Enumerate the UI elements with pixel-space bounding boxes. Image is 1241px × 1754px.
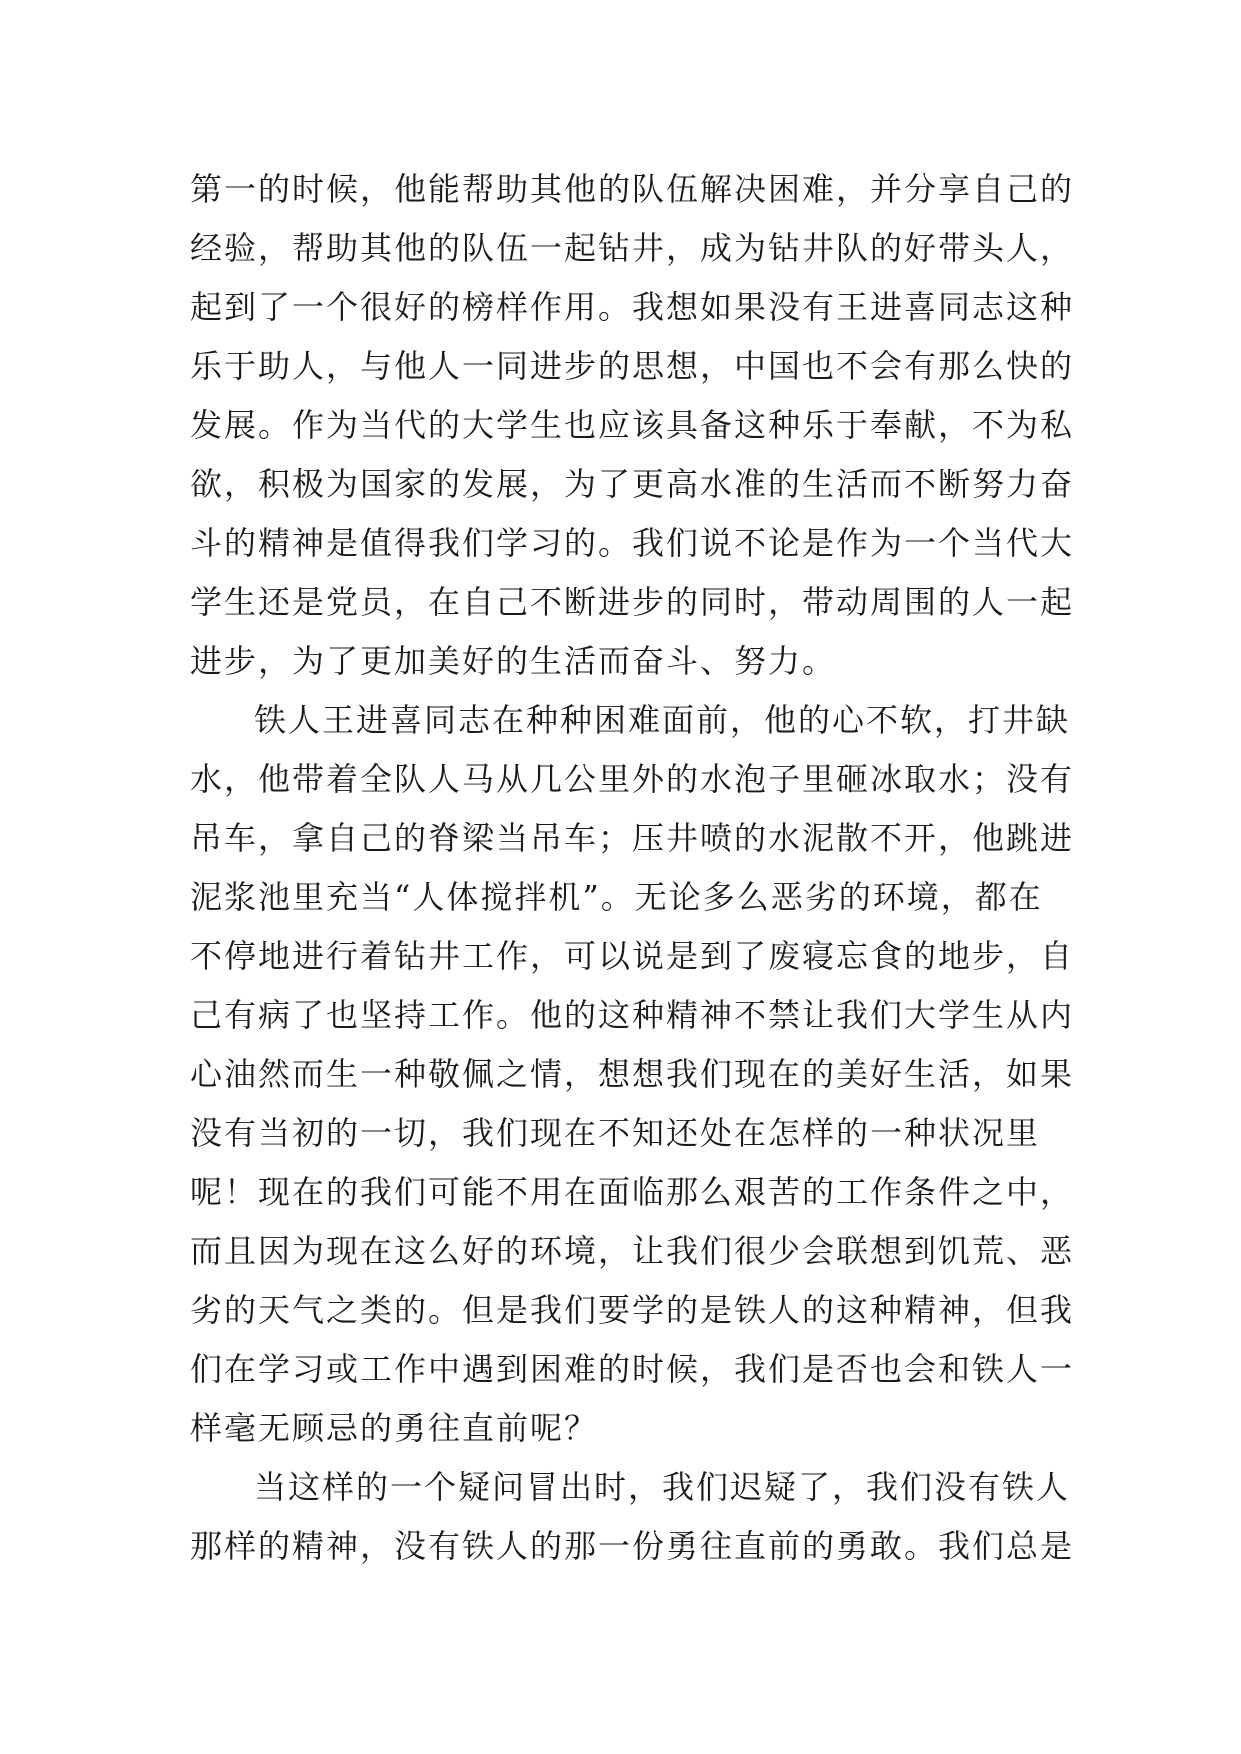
text-line: 不停地进行着钻井工作，可以说是到了废寝忘食的地步，自 bbox=[190, 937, 1075, 975]
text-line: 劣的天气之类的。但是我们要学的是铁人的这种精神，但我 bbox=[190, 1291, 1075, 1329]
text-line: 起到了一个很好的榜样作用。我想如果没有王进喜同志这种 bbox=[190, 288, 1075, 326]
text-line: 发展。作为当代的大学生也应该具备这种乐于奉献，不为私 bbox=[190, 406, 1075, 444]
text-line: 水，他带着全队人马从几公里外的水泡子里砸冰取水；没有 bbox=[190, 760, 1075, 798]
text-line: 那样的精神，没有铁人的那一份勇往直前的勇敢。我们总是 bbox=[190, 1527, 1075, 1565]
text-line: 而且因为现在这么好的环境，让我们很少会联想到饥荒、恶 bbox=[190, 1232, 1075, 1270]
text-line: 泥浆池里充当“人体搅拌机”。无论多么恶劣的环境，都在 bbox=[190, 878, 1043, 916]
text-line: 斗的精神是值得我们学习的。我们说不论是作为一个当代大 bbox=[190, 524, 1075, 562]
text-line: 经验，帮助其他的队伍一起钻井，成为钻井队的好带头人， bbox=[190, 229, 1075, 267]
text-line: 没有当初的一切，我们现在不知还处在怎样的一种状况里 bbox=[190, 1114, 1041, 1152]
text-line: 们在学习或工作中遇到困难的时候，我们是否也会和铁人一 bbox=[190, 1350, 1075, 1388]
text-line: 学生还是党员，在自己不断进步的同时，带动周围的人一起 bbox=[190, 583, 1075, 621]
text-line: 呢！现在的我们可能不用在面临那么艰苦的工作条件之中， bbox=[190, 1173, 1075, 1211]
text-line: 己有病了也坚持工作。他的这种精神不禁让我们大学生从内 bbox=[190, 996, 1075, 1034]
paragraph-start-line: 铁人王进喜同志在种种困难面前，他的心不软，打井缺 bbox=[254, 701, 1071, 739]
paragraph-start-line: 当这样的一个疑问冒出时，我们迟疑了，我们没有铁人 bbox=[254, 1468, 1071, 1506]
text-line: 心油然而生一种敬佩之情，想想我们现在的美好生活，如果 bbox=[190, 1055, 1075, 1093]
text-line: 欲，积极为国家的发展，为了更高水准的生活而不断努力奋 bbox=[190, 465, 1075, 503]
text-line: 吊车，拿自己的脊梁当吊车；压井喷的水泥散不开，他跳进 bbox=[190, 819, 1075, 857]
text-line: 乐于助人，与他人一同进步的思想，中国也不会有那么快的 bbox=[190, 347, 1075, 385]
body-text bbox=[190, 160, 1075, 1576]
text-line: 进步，为了更加美好的生活而奋斗、努力。 bbox=[190, 642, 837, 680]
text-line: 第一的时候，他能帮助其他的队伍解决困难，并分享自己的 bbox=[190, 170, 1075, 208]
text-line: 样毫无顾忌的勇往直前呢？ bbox=[190, 1409, 599, 1447]
